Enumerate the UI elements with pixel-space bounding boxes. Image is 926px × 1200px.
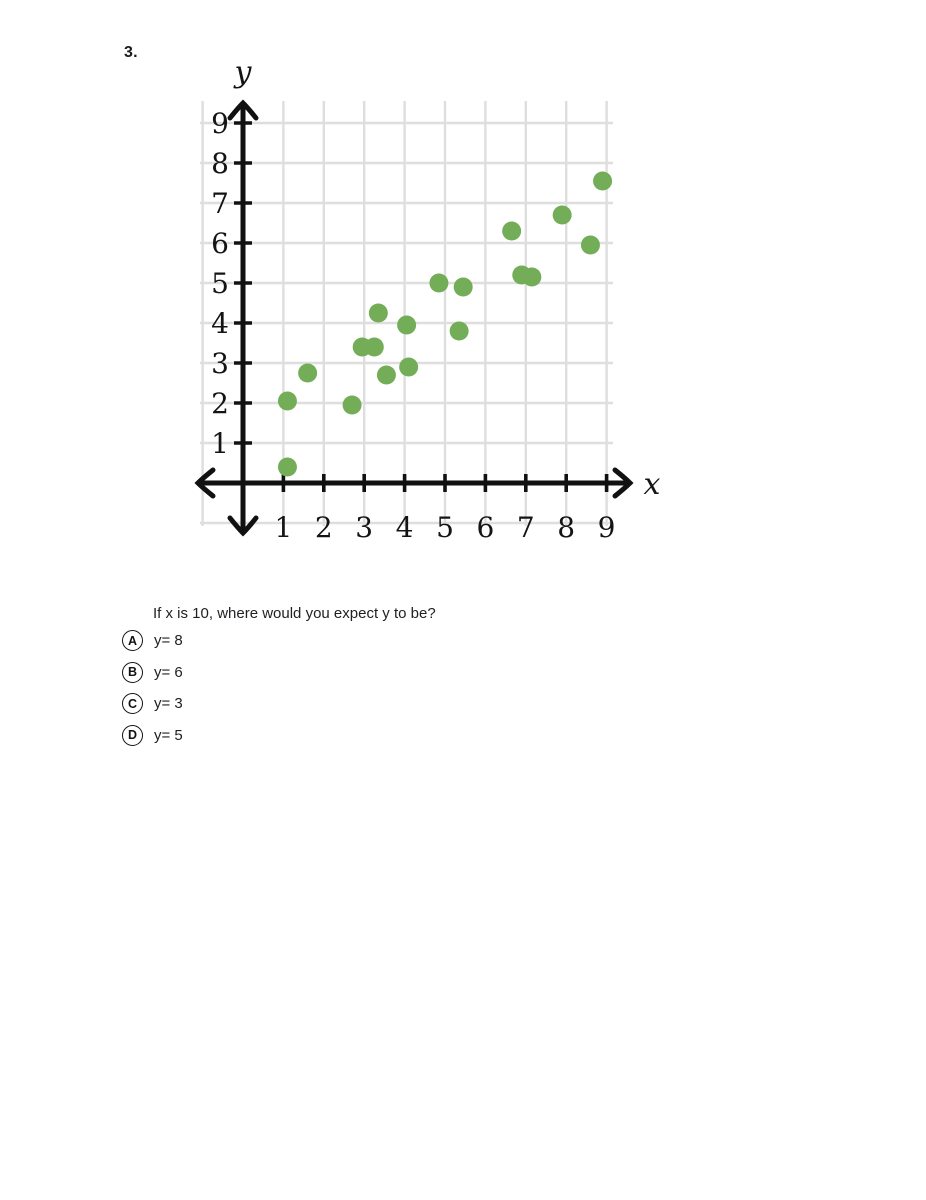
- svg-text:4: 4: [211, 307, 229, 340]
- svg-text:7: 7: [211, 187, 229, 220]
- svg-text:9: 9: [597, 511, 616, 544]
- option-b[interactable]: [122, 662, 183, 683]
- question-text: If x is 10, where would you expect y to be?: [153, 604, 436, 622]
- svg-text:1: 1: [274, 511, 293, 544]
- svg-text:8: 8: [557, 511, 576, 544]
- data-point: [298, 364, 317, 383]
- option-b-letter-badge: B: [122, 662, 143, 683]
- svg-text:6: 6: [476, 511, 495, 544]
- option-a[interactable]: [122, 630, 183, 651]
- data-point: [450, 322, 469, 341]
- data-point: [278, 392, 297, 411]
- svg-text:9: 9: [211, 107, 229, 140]
- data-point: [397, 316, 416, 335]
- data-point: [593, 172, 612, 191]
- scatter-plot-container: [185, 35, 685, 550]
- answer-options: [122, 630, 183, 756]
- option-c-letter-badge: C: [122, 693, 143, 714]
- data-point: [399, 358, 418, 377]
- data-point: [429, 274, 448, 293]
- data-point: [454, 278, 473, 297]
- svg-text:3: 3: [211, 347, 229, 380]
- svg-text:8: 8: [211, 147, 229, 180]
- option-d-label: y= 5: [154, 726, 183, 744]
- svg-text:3: 3: [355, 511, 374, 544]
- option-c-label: y= 3: [154, 695, 183, 713]
- data-point: [278, 458, 297, 477]
- svg-text:2: 2: [211, 387, 229, 420]
- data-point: [522, 268, 541, 287]
- option-b-label: y= 6: [154, 663, 183, 681]
- svg-text:5: 5: [211, 267, 229, 300]
- question-number: 3.: [124, 44, 138, 61]
- data-point: [377, 366, 396, 385]
- svg-text:2: 2: [314, 511, 333, 544]
- data-point: [343, 396, 362, 415]
- data-point: [553, 206, 572, 225]
- data-point: [365, 338, 384, 357]
- svg-text:4: 4: [395, 511, 414, 544]
- option-d[interactable]: [122, 725, 183, 746]
- data-point: [502, 222, 521, 241]
- data-point: [581, 236, 600, 255]
- option-d-letter-badge: D: [122, 725, 143, 746]
- svg-text:5: 5: [436, 511, 454, 544]
- data-point: [369, 304, 388, 323]
- option-c[interactable]: [122, 693, 183, 714]
- svg-text:x: x: [643, 467, 661, 502]
- option-a-label: y= 8: [154, 632, 183, 649]
- option-a-letter-badge: A: [122, 630, 143, 651]
- svg-text:6: 6: [211, 227, 229, 260]
- svg-text:y: y: [234, 55, 252, 90]
- svg-text:7: 7: [516, 511, 535, 544]
- svg-text:1: 1: [211, 427, 229, 460]
- scatter-plot: [185, 35, 685, 550]
